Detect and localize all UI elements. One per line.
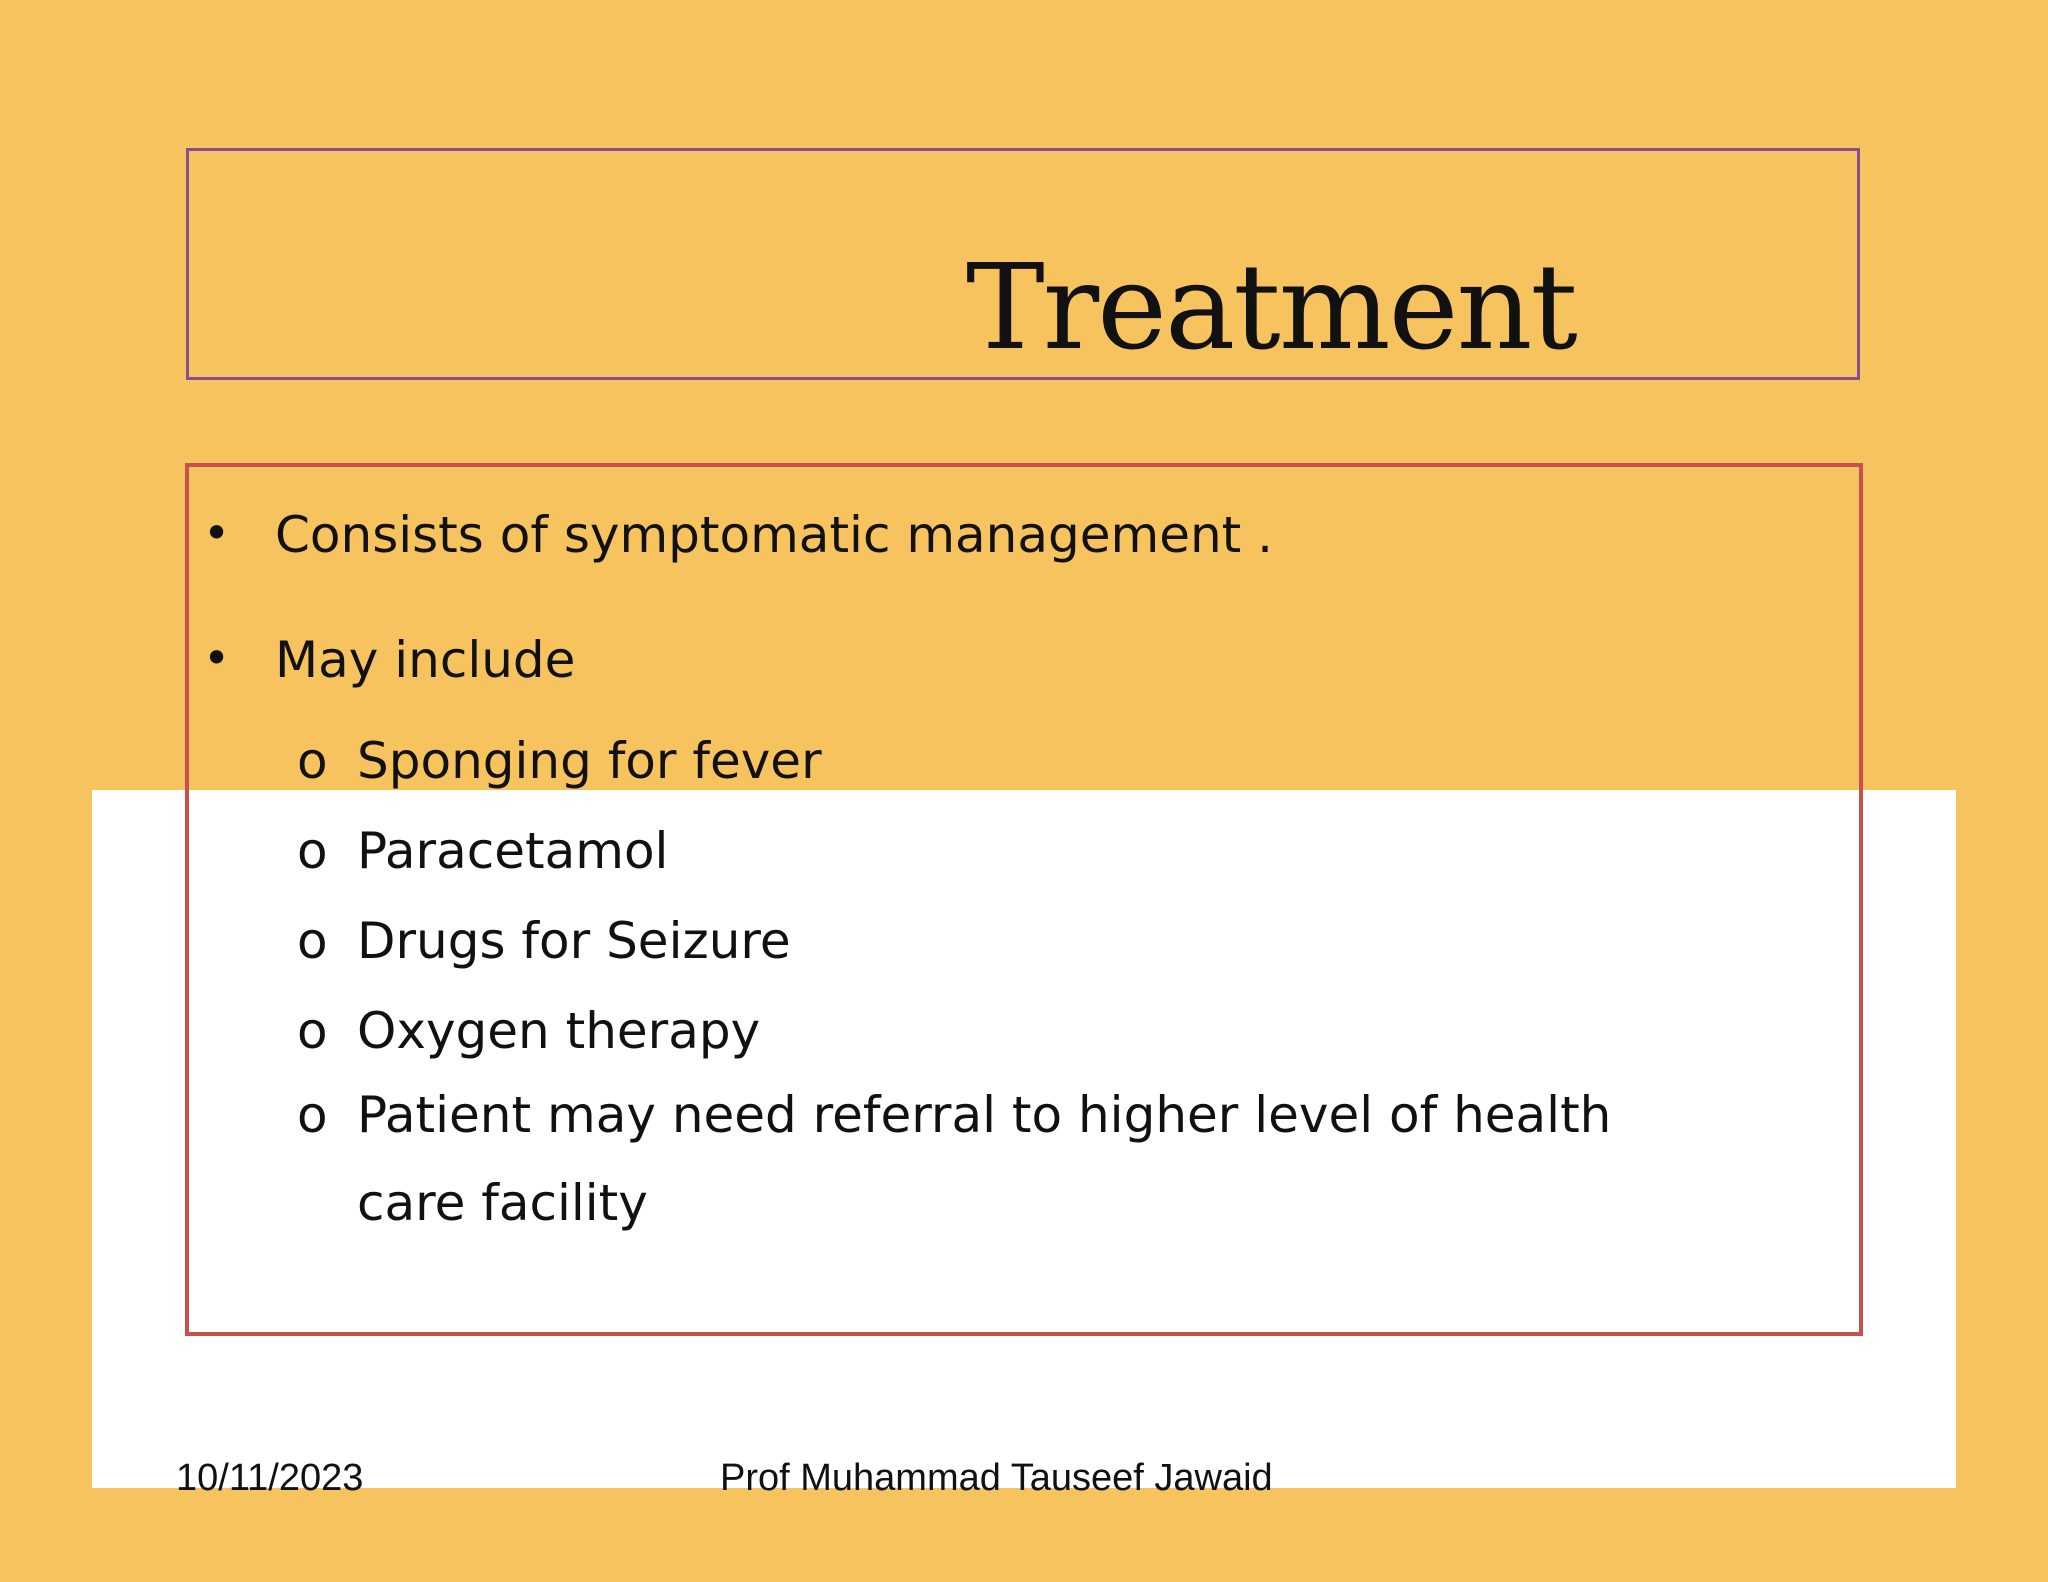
bullet-text: May include — [275, 631, 576, 689]
sub-bullet-text: Patient may need referral to higher level of health — [357, 1086, 1612, 1144]
bullet-text: Consists of symptomatic management . — [275, 506, 1274, 564]
sub-bullet-marker: o — [297, 822, 328, 880]
sub-bullet-marker: o — [297, 912, 328, 970]
footer-date: 10/11/2023 — [176, 1457, 364, 1499]
bullet-marker: • — [203, 631, 231, 685]
sub-bullet-text: Drugs for Seizure — [357, 912, 791, 970]
bullet-marker: • — [203, 506, 231, 560]
sub-bullet-text: Paracetamol — [357, 822, 669, 880]
sub-bullet-marker: o — [297, 1086, 328, 1144]
sub-bullet-marker: o — [297, 1002, 328, 1060]
footer-author: Prof Muhammad Tauseef Jawaid — [720, 1457, 1273, 1499]
sub-bullet-marker: o — [297, 732, 328, 790]
slide-title: Treatment — [966, 238, 1576, 376]
sub-bullet-text: Oxygen therapy — [357, 1002, 761, 1060]
sub-bullet-continuation: care facility — [357, 1174, 648, 1232]
sub-bullet-text: Sponging for fever — [357, 732, 822, 790]
